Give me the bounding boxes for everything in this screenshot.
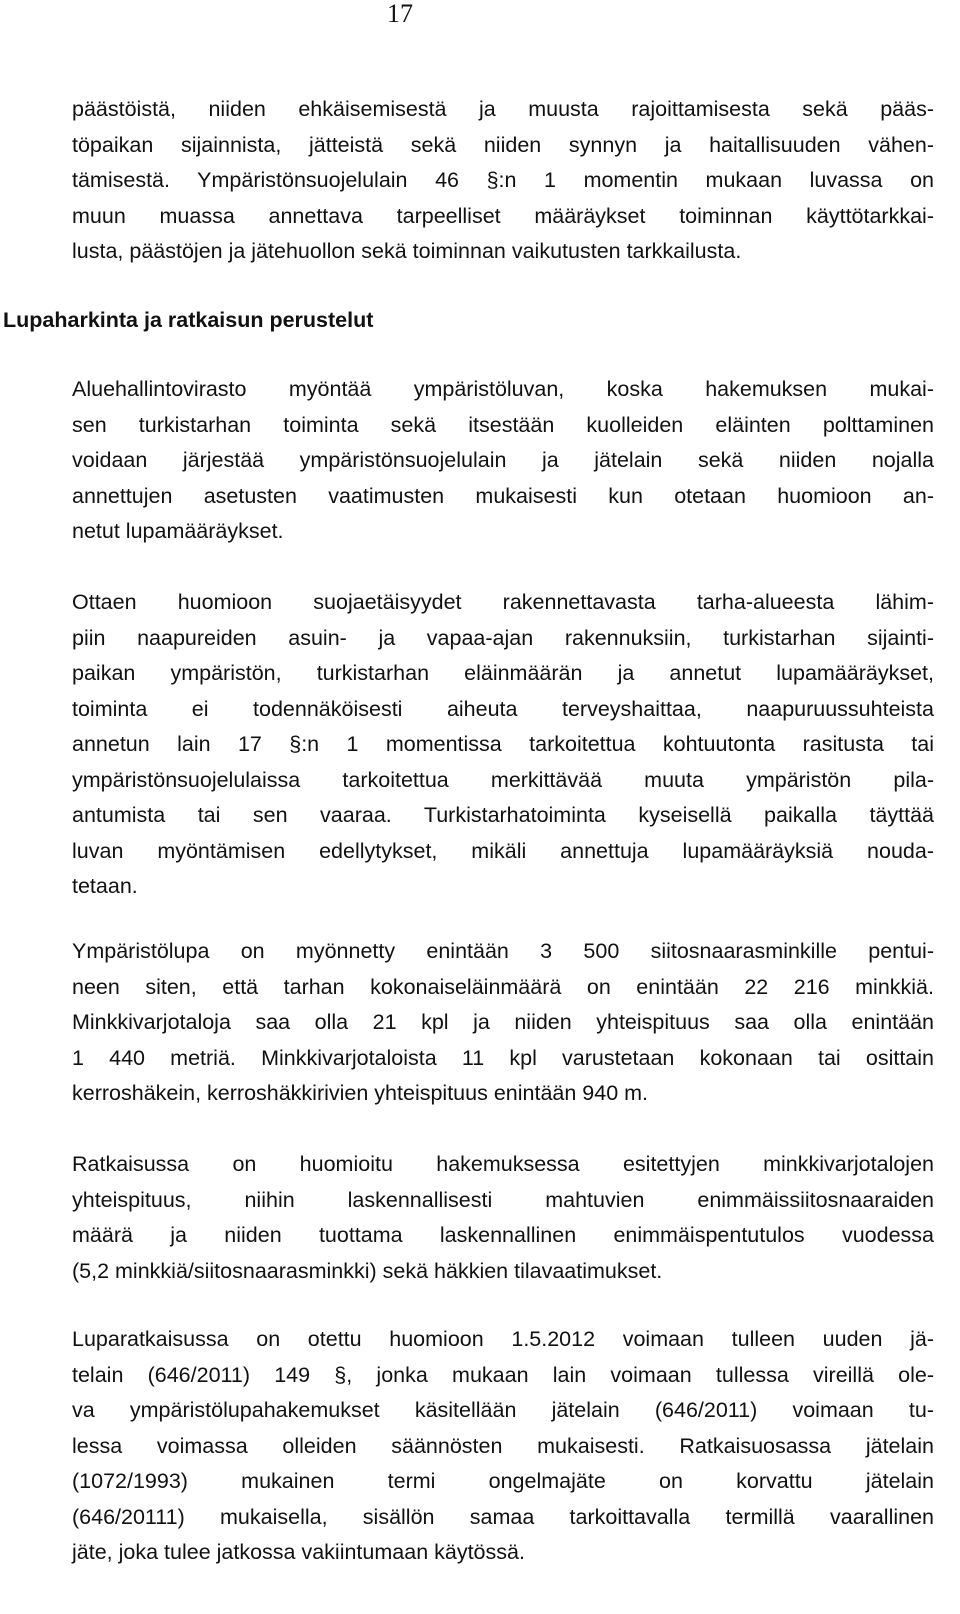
text-line: 1 440 metriä. Minkkivarjotaloista 11 kpl varustetaan kokonaan tai osittain bbox=[72, 1045, 934, 1070]
section-heading: Lupaharkinta ja ratkaisun perustelut bbox=[3, 308, 374, 332]
text-line: (1072/1993) mukainen termi ongelmajäte on korvattu jätelain bbox=[72, 1469, 934, 1493]
text-line: voidaan järjestää ympäristönsuojelulain ja jätelain sekä niiden nojalla bbox=[72, 448, 934, 472]
page-number: 17 bbox=[387, 0, 413, 28]
text-line: määrä ja niiden tuottama laskennallinen enimmäispentutulos vuodessa bbox=[72, 1223, 934, 1247]
text-line: Ratkaisussa on huomioitu hakemuksessa esitettyjen minkkivarjotalojen bbox=[72, 1152, 934, 1176]
text-line: va ympäristölupahakemukset käsitellään jätelain (646/2011) voimaan tu- bbox=[72, 1398, 934, 1422]
text-line: tetaan. bbox=[72, 874, 138, 898]
text-line: antumista tai sen vaaraa. Turkistarhatoiminta kyseisellä paikalla täyttää bbox=[72, 803, 934, 827]
text-line: lessa voimassa olleiden säännösten mukaisesti. Ratkaisuosassa jätelain bbox=[72, 1433, 934, 1458]
paragraph-permit-limits bbox=[72, 934, 934, 1112]
text-line: (5,2 minkkiä/siitosnaarasminkki) sekä häkkien tilavaatimukset. bbox=[72, 1258, 663, 1283]
text-line: päästöistä, niiden ehkäisemisestä ja muusta rajoittamisesta sekä pääs- bbox=[72, 97, 934, 121]
text-line: töpaikan sijainnista, jätteistä sekä niiden synnyn ja haitallisuuden vähen- bbox=[72, 132, 934, 157]
text-line: ympäristönsuojelulaissa tarkoitettua merkittävää muuta ympäristön pila- bbox=[72, 767, 934, 792]
text-line: annettujen asetusten vaatimusten mukaisesti kun otetaan huomioon an- bbox=[72, 483, 934, 508]
text-line: Aluehallintovirasto myöntää ympäristöluvan, koska hakemuksen mukai- bbox=[72, 377, 934, 401]
paragraph-emissions-monitoring bbox=[72, 92, 934, 270]
text-line: luvan myöntämisen edellytykset, mikäli annettuja lupamääräyksiä nouda- bbox=[72, 838, 934, 863]
text-line: neen siten, että tarhan kokonaiseläinmäärä on enintään 22 216 minkkiä. bbox=[72, 974, 934, 999]
text-line: annetun lain 17 §:n 1 momentissa tarkoitettua kohtuutonta rasitusta tai bbox=[72, 732, 934, 756]
text-line: Luparatkaisussa on otettu huomioon 1.5.2012 voimaan tulleen uuden jä- bbox=[72, 1327, 934, 1351]
paragraph-waste-act bbox=[72, 1322, 934, 1571]
text-line: tämisestä. Ympäristönsuojelulain 46 §:n 1 momentin mukaan luvassa on bbox=[72, 168, 934, 192]
text-line: Ympäristölupa on myönnetty enintään 3 500 siitosnaarasminkille pentui- bbox=[72, 939, 934, 963]
paragraph-protection-distances bbox=[72, 585, 934, 905]
text-line: jäte, joka tulee jatkossa vakiintumaan käytössä. bbox=[72, 1540, 525, 1564]
text-line: lusta, päästöjen ja jätehuollon sekä toiminnan vaikutusten tarkkailusta. bbox=[72, 239, 742, 263]
text-line: muun muassa annettava tarpeelliset määräykset toiminnan käyttötarkkai- bbox=[72, 203, 934, 228]
text-line: yhteispituus, niihin laskennallisesti mahtuvien enimmäissiitosnaaraiden bbox=[72, 1187, 934, 1212]
text-line: toiminta ei todennäköisesti aiheuta terveyshaittaa, naapuruussuhteista bbox=[72, 696, 934, 721]
paragraph-decision-considerations bbox=[72, 1147, 934, 1289]
text-line: kerroshäkein, kerroshäkkirivien yhteispituus enintään 940 m. bbox=[72, 1081, 649, 1105]
text-line: netut lupamääräykset. bbox=[72, 519, 284, 543]
text-line: paikan ympäristön, turkistarhan eläinmäärän ja annetut lupamääräykset, bbox=[72, 661, 934, 685]
text-line: Ottaen huomioon suojaetäisyydet rakennettavasta tarha-alueesta lähim- bbox=[72, 590, 934, 614]
text-line: Minkkivarjotaloja saa olla 21 kpl ja niiden yhteispituus saa olla enintään bbox=[72, 1010, 934, 1034]
text-line: (646/20111) mukaisella, sisällön samaa tarkoittavalla termillä vaarallinen bbox=[72, 1504, 934, 1529]
text-line: telain (646/2011) 149 §, jonka mukaan lain voimaan tullessa vireillä ole- bbox=[72, 1362, 934, 1387]
paragraph-permit-granted bbox=[72, 372, 934, 550]
text-line: sen turkistarhan toiminta sekä itsestään kuolleiden eläinten polttaminen bbox=[72, 412, 934, 437]
text-line: piin naapureiden asuin- ja vapaa-ajan rakennuksiin, turkistarhan sijainti- bbox=[72, 625, 934, 650]
